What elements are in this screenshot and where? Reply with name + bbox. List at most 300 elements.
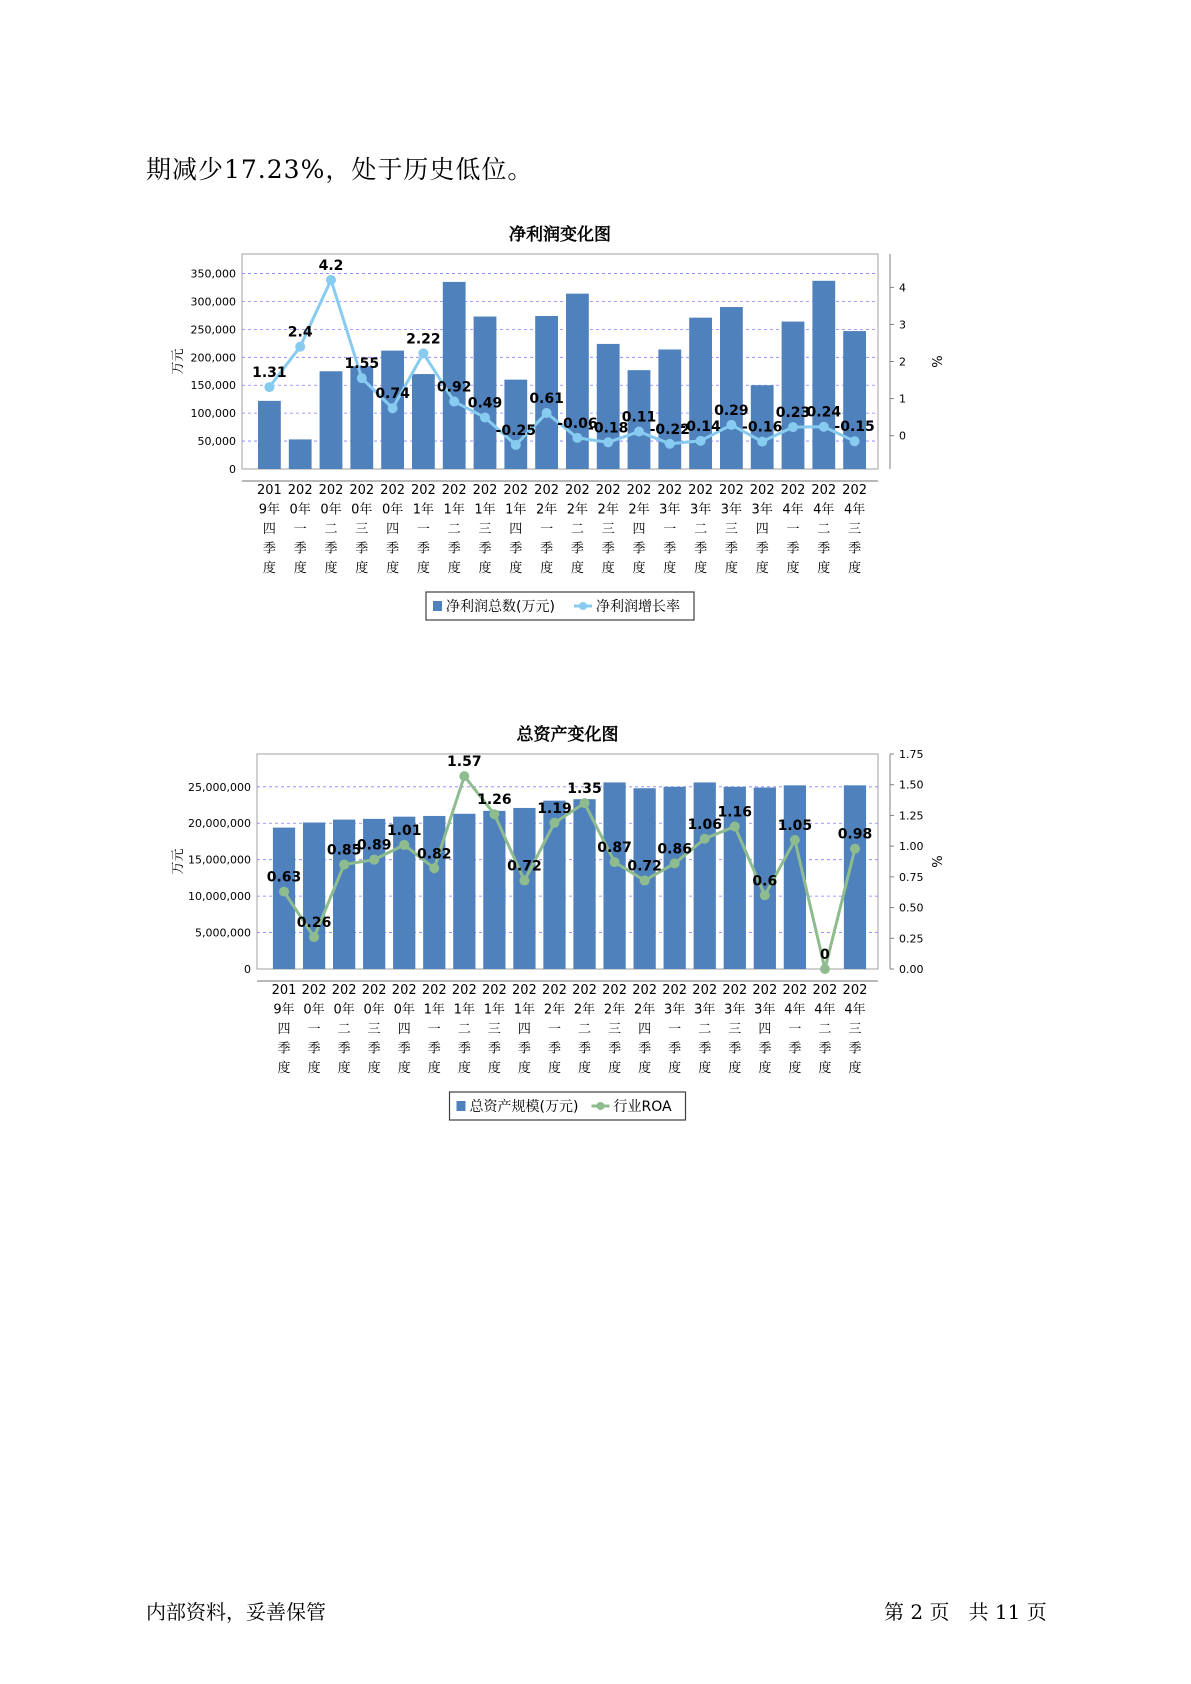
bar bbox=[423, 816, 445, 969]
x-tick-label: 二 bbox=[578, 1022, 592, 1037]
x-tick-label: 202 bbox=[318, 483, 344, 498]
y-tick-label: 15,000,000 bbox=[188, 853, 251, 867]
legend-label: 净利润增长率 bbox=[596, 599, 680, 615]
x-tick-label: 202 bbox=[572, 983, 597, 998]
chart-group bbox=[171, 724, 943, 1120]
x-tick-label: 202 bbox=[749, 483, 775, 498]
x-tick-label: 3年 bbox=[689, 502, 712, 518]
x-tick-label: 度 bbox=[277, 1061, 291, 1076]
x-tick-label: 二 bbox=[324, 522, 338, 537]
x-tick-label: 季 bbox=[293, 541, 307, 557]
bar bbox=[393, 817, 415, 969]
x-tick-label: 季 bbox=[324, 541, 338, 557]
x-tick-label: 四 bbox=[277, 1022, 291, 1037]
line-point bbox=[820, 964, 830, 974]
x-tick-label: 2年 bbox=[535, 502, 558, 518]
x-tick-label: 4年 bbox=[813, 502, 835, 518]
x-tick-label: 四 bbox=[509, 522, 523, 537]
x-tick-label: 度 bbox=[601, 561, 615, 576]
x-tick-label: 度 bbox=[517, 1061, 531, 1076]
x-tick-label: 0年 bbox=[393, 1002, 415, 1018]
y2-tick-label: 0 bbox=[899, 429, 906, 443]
x-tick-label: 202 bbox=[812, 983, 838, 998]
x-tick-label: 1年 bbox=[513, 1002, 536, 1018]
x-tick-label: 季 bbox=[487, 1041, 501, 1057]
x-tick-label: 季 bbox=[755, 541, 769, 557]
bar bbox=[658, 349, 681, 469]
data-label: 0.72 bbox=[507, 858, 542, 875]
x-tick-label: 度 bbox=[755, 561, 769, 576]
data-label: 0.61 bbox=[529, 391, 564, 408]
bar bbox=[603, 782, 625, 969]
x-tick-label: 度 bbox=[728, 1061, 742, 1076]
x-tick-label: 季 bbox=[355, 541, 369, 557]
x-tick-label: 二 bbox=[447, 522, 461, 537]
data-label: 0.6 bbox=[752, 873, 778, 890]
x-tick-label: 202 bbox=[632, 983, 658, 998]
line-point bbox=[757, 437, 767, 447]
bar bbox=[320, 371, 343, 469]
x-tick-label: 202 bbox=[349, 483, 375, 498]
x-tick-label: 202 bbox=[718, 483, 744, 498]
x-tick-label: 3年 bbox=[754, 1002, 776, 1018]
data-label: 0 bbox=[820, 947, 830, 963]
line-point bbox=[580, 798, 590, 808]
x-tick-label: 季 bbox=[758, 1041, 772, 1057]
x-tick-label: 季 bbox=[427, 1041, 441, 1057]
x-tick-label: 1年 bbox=[423, 1002, 445, 1018]
x-tick-label: 三 bbox=[487, 1022, 501, 1037]
x-tick-label: 202 bbox=[688, 483, 714, 498]
legend-label: 总资产规模(万元) bbox=[469, 1099, 579, 1115]
bar bbox=[597, 344, 620, 469]
x-tick-label: 二 bbox=[457, 1022, 471, 1037]
x-tick-label: 0年 bbox=[351, 502, 373, 518]
data-label: 1.16 bbox=[717, 804, 753, 821]
y-axis-label: 万元 bbox=[171, 848, 186, 875]
y2-tick-label: 0.75 bbox=[899, 870, 924, 884]
x-tick-label: 度 bbox=[386, 561, 400, 576]
x-tick-label: 季 bbox=[457, 1041, 471, 1057]
x-tick-label: 9年 bbox=[273, 1002, 295, 1018]
x-tick-label: 202 bbox=[842, 983, 868, 998]
data-label: 0.86 bbox=[657, 841, 692, 858]
bar bbox=[720, 307, 743, 469]
x-tick-label: 度 bbox=[698, 1061, 712, 1076]
data-label: 0.49 bbox=[467, 395, 503, 412]
x-tick-label: 202 bbox=[410, 483, 436, 498]
data-label: -0.15 bbox=[834, 419, 875, 436]
data-label: 1.05 bbox=[777, 818, 813, 834]
x-tick-label: 度 bbox=[578, 1061, 592, 1076]
bar bbox=[273, 828, 295, 969]
line-point bbox=[326, 275, 336, 285]
y2-tick-label: 1.75 bbox=[899, 748, 924, 761]
x-tick-label: 季 bbox=[386, 541, 400, 557]
line-point bbox=[670, 858, 680, 868]
legend-label: 行业ROA bbox=[613, 1099, 672, 1115]
bar bbox=[689, 318, 712, 469]
total-assets-chart bbox=[170, 722, 970, 1182]
line-point bbox=[279, 887, 289, 897]
line-point bbox=[511, 440, 521, 450]
x-tick-label: 四 bbox=[632, 522, 646, 537]
x-tick-label: 202 bbox=[301, 983, 327, 998]
x-tick-label: 9年 bbox=[258, 502, 281, 518]
y-tick-label: 20,000,000 bbox=[188, 817, 251, 831]
x-tick-label: 202 bbox=[391, 983, 417, 998]
x-tick-label: 季 bbox=[509, 541, 523, 557]
line-point bbox=[603, 437, 613, 447]
bar bbox=[453, 814, 475, 969]
x-tick-label: 2年 bbox=[543, 1002, 566, 1018]
legend-label: 净利润总数(万元) bbox=[446, 599, 555, 615]
x-tick-label: 度 bbox=[638, 1061, 652, 1076]
data-label: 1.06 bbox=[687, 816, 722, 833]
y-tick-label: 100,000 bbox=[190, 407, 236, 421]
line-point bbox=[760, 890, 770, 900]
x-tick-label: 二 bbox=[694, 522, 708, 537]
data-label: 0.26 bbox=[296, 915, 332, 932]
y-tick-label: 200,000 bbox=[190, 351, 236, 365]
x-tick-label: 0年 bbox=[320, 502, 342, 518]
line-point bbox=[480, 412, 490, 422]
y-axis-label: 万元 bbox=[171, 348, 186, 375]
x-tick-label: 3年 bbox=[694, 1002, 716, 1018]
page-word: 页 bbox=[929, 1600, 950, 1624]
line-point bbox=[429, 863, 439, 873]
x-tick-label: 度 bbox=[293, 561, 307, 576]
x-tick-label: 度 bbox=[608, 1061, 622, 1076]
x-tick-label: 度 bbox=[632, 561, 646, 576]
x-tick-label: 202 bbox=[811, 483, 837, 498]
line-point bbox=[309, 932, 319, 942]
x-tick-label: 季 bbox=[517, 1041, 531, 1057]
data-label: 1.01 bbox=[386, 822, 422, 839]
y2-tick-label: 1 bbox=[899, 392, 906, 406]
x-tick-label: 三 bbox=[478, 522, 492, 537]
x-tick-label: 季 bbox=[638, 1041, 652, 1057]
x-tick-label: 季 bbox=[632, 541, 646, 557]
x-tick-label: 度 bbox=[848, 561, 862, 576]
total-prefix: 共 bbox=[968, 1600, 989, 1624]
y2-tick-label: 0.50 bbox=[899, 901, 924, 915]
bar bbox=[573, 799, 595, 969]
x-tick-label: 202 bbox=[722, 983, 748, 998]
legend-swatch-point bbox=[597, 1102, 605, 1110]
x-tick-label: 2年 bbox=[566, 502, 589, 518]
y-tick-label: 0 bbox=[229, 463, 236, 476]
x-tick-label: 一 bbox=[293, 522, 307, 537]
x-tick-label: 季 bbox=[818, 1041, 832, 1057]
x-tick-label: 202 bbox=[657, 483, 683, 498]
x-tick-label: 季 bbox=[601, 541, 615, 557]
x-tick-label: 季 bbox=[277, 1041, 291, 1057]
line-point bbox=[542, 408, 552, 418]
data-label: 0.63 bbox=[266, 869, 302, 886]
data-label: 0.89 bbox=[356, 837, 392, 854]
data-label: 0.85 bbox=[326, 842, 362, 859]
x-tick-label: 二 bbox=[570, 522, 584, 537]
x-tick-label: 202 bbox=[331, 983, 357, 998]
net-profit-chart bbox=[170, 222, 970, 682]
x-tick-label: 2年 bbox=[603, 1002, 626, 1018]
data-label: 1.57 bbox=[447, 754, 482, 771]
x-tick-label: 202 bbox=[692, 983, 718, 998]
x-tick-label: 度 bbox=[416, 561, 430, 576]
total-assets-chart-svg bbox=[170, 722, 970, 1182]
legend-swatch-bar bbox=[433, 601, 442, 611]
page-prefix: 第 bbox=[884, 1600, 904, 1624]
x-tick-label: 202 bbox=[752, 983, 778, 998]
x-tick-label: 四 bbox=[397, 1022, 411, 1037]
line-point bbox=[730, 821, 740, 831]
data-label: 0.82 bbox=[417, 846, 452, 863]
x-tick-label: 季 bbox=[570, 541, 584, 557]
x-tick-label: 度 bbox=[663, 561, 677, 576]
y2-tick-label: 3 bbox=[899, 318, 906, 332]
chart-title: 总资产变化图 bbox=[516, 725, 619, 745]
x-tick-label: 季 bbox=[367, 1041, 381, 1057]
data-label: 2.4 bbox=[287, 324, 313, 341]
y-tick-label: 50,000 bbox=[197, 435, 236, 449]
data-label: 0.11 bbox=[621, 409, 657, 426]
line-point bbox=[549, 818, 559, 828]
x-tick-label: 度 bbox=[262, 561, 276, 576]
x-tick-label: 三 bbox=[724, 522, 738, 537]
x-tick-label: 202 bbox=[472, 483, 498, 498]
x-tick-label: 季 bbox=[478, 541, 492, 557]
x-tick-label: 度 bbox=[478, 561, 492, 576]
x-tick-label: 3年 bbox=[664, 1002, 686, 1018]
x-tick-label: 度 bbox=[788, 1061, 802, 1076]
x-tick-label: 一 bbox=[663, 522, 677, 537]
x-tick-label: 度 bbox=[758, 1061, 772, 1076]
x-tick-label: 三 bbox=[848, 522, 862, 537]
total-pages: 11 bbox=[994, 1600, 1021, 1624]
x-tick-label: 201 bbox=[271, 983, 297, 998]
bar bbox=[782, 322, 805, 469]
line-point bbox=[357, 373, 367, 383]
x-tick-label: 1年 bbox=[443, 502, 465, 518]
x-tick-label: 四 bbox=[638, 1022, 652, 1037]
total-word: 页 bbox=[1026, 1600, 1047, 1624]
data-label: 0.74 bbox=[375, 386, 410, 403]
data-label: 0.87 bbox=[597, 840, 632, 857]
line-point bbox=[640, 876, 650, 886]
line-point bbox=[264, 382, 274, 392]
y2-axis-label: % bbox=[928, 355, 943, 368]
line-point bbox=[388, 403, 398, 413]
x-tick-label: 度 bbox=[397, 1061, 411, 1076]
x-tick-label: 度 bbox=[447, 561, 461, 576]
y2-tick-label: 2 bbox=[899, 355, 906, 369]
x-tick-label: 度 bbox=[786, 561, 800, 576]
x-tick-label: 度 bbox=[355, 561, 369, 576]
data-label: 0.24 bbox=[806, 404, 842, 421]
line-point bbox=[572, 433, 582, 443]
line-point bbox=[295, 342, 305, 352]
data-label: 0.29 bbox=[714, 402, 749, 419]
x-tick-label: 季 bbox=[540, 541, 554, 557]
line-point bbox=[696, 436, 706, 446]
x-tick-label: 202 bbox=[564, 483, 590, 498]
bar bbox=[812, 281, 835, 469]
x-tick-label: 季 bbox=[416, 541, 430, 557]
x-tick-label: 202 bbox=[842, 483, 868, 498]
x-tick-label: 度 bbox=[570, 561, 584, 576]
x-tick-label: 四 bbox=[386, 522, 400, 537]
x-tick-label: 二 bbox=[818, 1022, 832, 1037]
x-tick-label: 度 bbox=[547, 1061, 561, 1076]
x-tick-label: 202 bbox=[361, 983, 387, 998]
data-label: 1.19 bbox=[537, 800, 572, 817]
data-label: 0.98 bbox=[837, 826, 873, 843]
line-point bbox=[519, 876, 529, 886]
bar bbox=[258, 401, 281, 469]
x-tick-label: 202 bbox=[451, 983, 477, 998]
x-tick-label: 1年 bbox=[412, 502, 435, 518]
y-tick-label: 250,000 bbox=[190, 323, 236, 337]
x-tick-label: 二 bbox=[817, 522, 831, 537]
data-label: -0.22 bbox=[649, 421, 690, 438]
x-tick-label: 202 bbox=[780, 483, 806, 498]
x-tick-label: 2年 bbox=[628, 502, 650, 518]
line-point bbox=[850, 436, 860, 446]
x-tick-label: 3年 bbox=[720, 502, 743, 518]
footer-confidential-note: 内部资料，妥善保管 bbox=[146, 1600, 326, 1624]
x-tick-label: 度 bbox=[487, 1061, 501, 1076]
x-tick-label: 201 bbox=[256, 483, 282, 498]
x-tick-label: 三 bbox=[601, 522, 615, 537]
x-tick-label: 季 bbox=[728, 1041, 742, 1057]
x-tick-label: 二 bbox=[337, 1022, 351, 1037]
line-point bbox=[369, 855, 379, 865]
x-tick-label: 四 bbox=[758, 1022, 772, 1037]
y2-axis-label: % bbox=[928, 855, 943, 868]
x-tick-label: 度 bbox=[724, 561, 738, 576]
bar bbox=[303, 823, 325, 969]
x-tick-label: 3年 bbox=[751, 502, 773, 518]
x-tick-label: 0年 bbox=[363, 1002, 385, 1018]
line-point bbox=[788, 422, 798, 432]
y-tick-label: 350,000 bbox=[190, 267, 236, 281]
line-point bbox=[418, 348, 428, 358]
line-point bbox=[459, 771, 469, 781]
x-tick-label: 一 bbox=[668, 1022, 682, 1037]
line-point bbox=[726, 420, 736, 430]
x-tick-label: 季 bbox=[262, 541, 276, 557]
x-tick-label: 四 bbox=[262, 522, 276, 537]
x-tick-label: 4年 bbox=[843, 502, 866, 518]
data-label: -0.14 bbox=[680, 418, 721, 435]
bar bbox=[443, 282, 466, 469]
line-point bbox=[700, 834, 710, 844]
x-tick-label: 4年 bbox=[782, 502, 804, 518]
x-tick-label: 度 bbox=[668, 1061, 682, 1076]
x-tick-label: 季 bbox=[848, 1041, 862, 1057]
x-tick-label: 度 bbox=[307, 1061, 321, 1076]
x-tick-label: 4年 bbox=[844, 1002, 866, 1018]
x-tick-label: 度 bbox=[818, 1061, 832, 1076]
y2-tick-label: 4 bbox=[899, 281, 906, 295]
x-tick-label: 度 bbox=[324, 561, 338, 576]
x-tick-label: 度 bbox=[367, 1061, 381, 1076]
x-tick-label: 202 bbox=[380, 483, 406, 498]
x-tick-label: 一 bbox=[786, 522, 800, 537]
y-tick-label: 25,000,000 bbox=[188, 780, 251, 794]
y2-tick-label: 1.50 bbox=[899, 778, 924, 792]
x-tick-label: 一 bbox=[540, 522, 554, 537]
x-tick-label: 202 bbox=[287, 483, 313, 498]
x-tick-label: 0年 bbox=[303, 1002, 325, 1018]
x-tick-label: 202 bbox=[441, 483, 467, 498]
x-tick-label: 二 bbox=[698, 1022, 712, 1037]
net-profit-chart-svg bbox=[170, 222, 970, 682]
x-tick-label: 一 bbox=[788, 1022, 802, 1037]
x-tick-label: 度 bbox=[540, 561, 554, 576]
x-tick-label: 一 bbox=[427, 1022, 441, 1037]
page-number: 2 bbox=[910, 1600, 924, 1624]
x-tick-label: 度 bbox=[848, 1061, 862, 1076]
x-tick-label: 一 bbox=[416, 522, 430, 537]
x-tick-label: 季 bbox=[663, 541, 677, 557]
x-tick-label: 2年 bbox=[633, 1002, 656, 1018]
x-tick-label: 202 bbox=[503, 483, 529, 498]
line-point bbox=[339, 860, 349, 870]
x-tick-label: 202 bbox=[602, 983, 627, 998]
y2-tick-label: 0.00 bbox=[899, 963, 924, 976]
x-tick-label: 202 bbox=[534, 483, 560, 498]
data-label: 0.72 bbox=[627, 858, 662, 875]
legend-swatch-point bbox=[579, 602, 587, 610]
y2-tick-label: 1.25 bbox=[899, 809, 924, 823]
data-label: 1.55 bbox=[344, 356, 380, 373]
x-tick-label: 4年 bbox=[814, 1002, 836, 1018]
y-tick-label: 0 bbox=[244, 963, 251, 976]
x-tick-label: 季 bbox=[724, 541, 738, 557]
data-label: 2.22 bbox=[406, 331, 441, 348]
x-tick-label: 4年 bbox=[784, 1002, 806, 1018]
x-tick-label: 季 bbox=[817, 541, 831, 557]
x-tick-label: 一 bbox=[307, 1022, 321, 1037]
x-tick-label: 0年 bbox=[381, 502, 404, 518]
x-tick-label: 202 bbox=[595, 483, 621, 498]
x-tick-label: 一 bbox=[547, 1022, 561, 1037]
line-point bbox=[399, 840, 409, 850]
line-point bbox=[790, 835, 800, 845]
x-tick-label: 1年 bbox=[453, 1002, 475, 1018]
x-tick-label: 季 bbox=[788, 1041, 802, 1057]
x-tick-label: 季 bbox=[668, 1041, 682, 1057]
data-label: 1.26 bbox=[477, 792, 512, 809]
line-point bbox=[610, 857, 620, 867]
x-tick-label: 三 bbox=[728, 1022, 742, 1037]
data-label: 0.92 bbox=[436, 379, 472, 396]
y2-tick-label: 1.00 bbox=[899, 840, 924, 854]
legend-swatch-bar bbox=[457, 1101, 466, 1111]
x-tick-label: 季 bbox=[447, 541, 461, 557]
x-tick-label: 202 bbox=[626, 483, 652, 498]
x-tick-label: 季 bbox=[397, 1041, 411, 1057]
x-tick-label: 季 bbox=[698, 1041, 712, 1057]
x-tick-label: 季 bbox=[337, 1041, 351, 1057]
x-tick-label: 3年 bbox=[659, 502, 681, 518]
x-tick-label: 202 bbox=[421, 983, 447, 998]
y-tick-label: 300,000 bbox=[190, 295, 236, 309]
data-label: -0.06 bbox=[557, 415, 598, 432]
x-tick-label: 季 bbox=[578, 1041, 592, 1057]
